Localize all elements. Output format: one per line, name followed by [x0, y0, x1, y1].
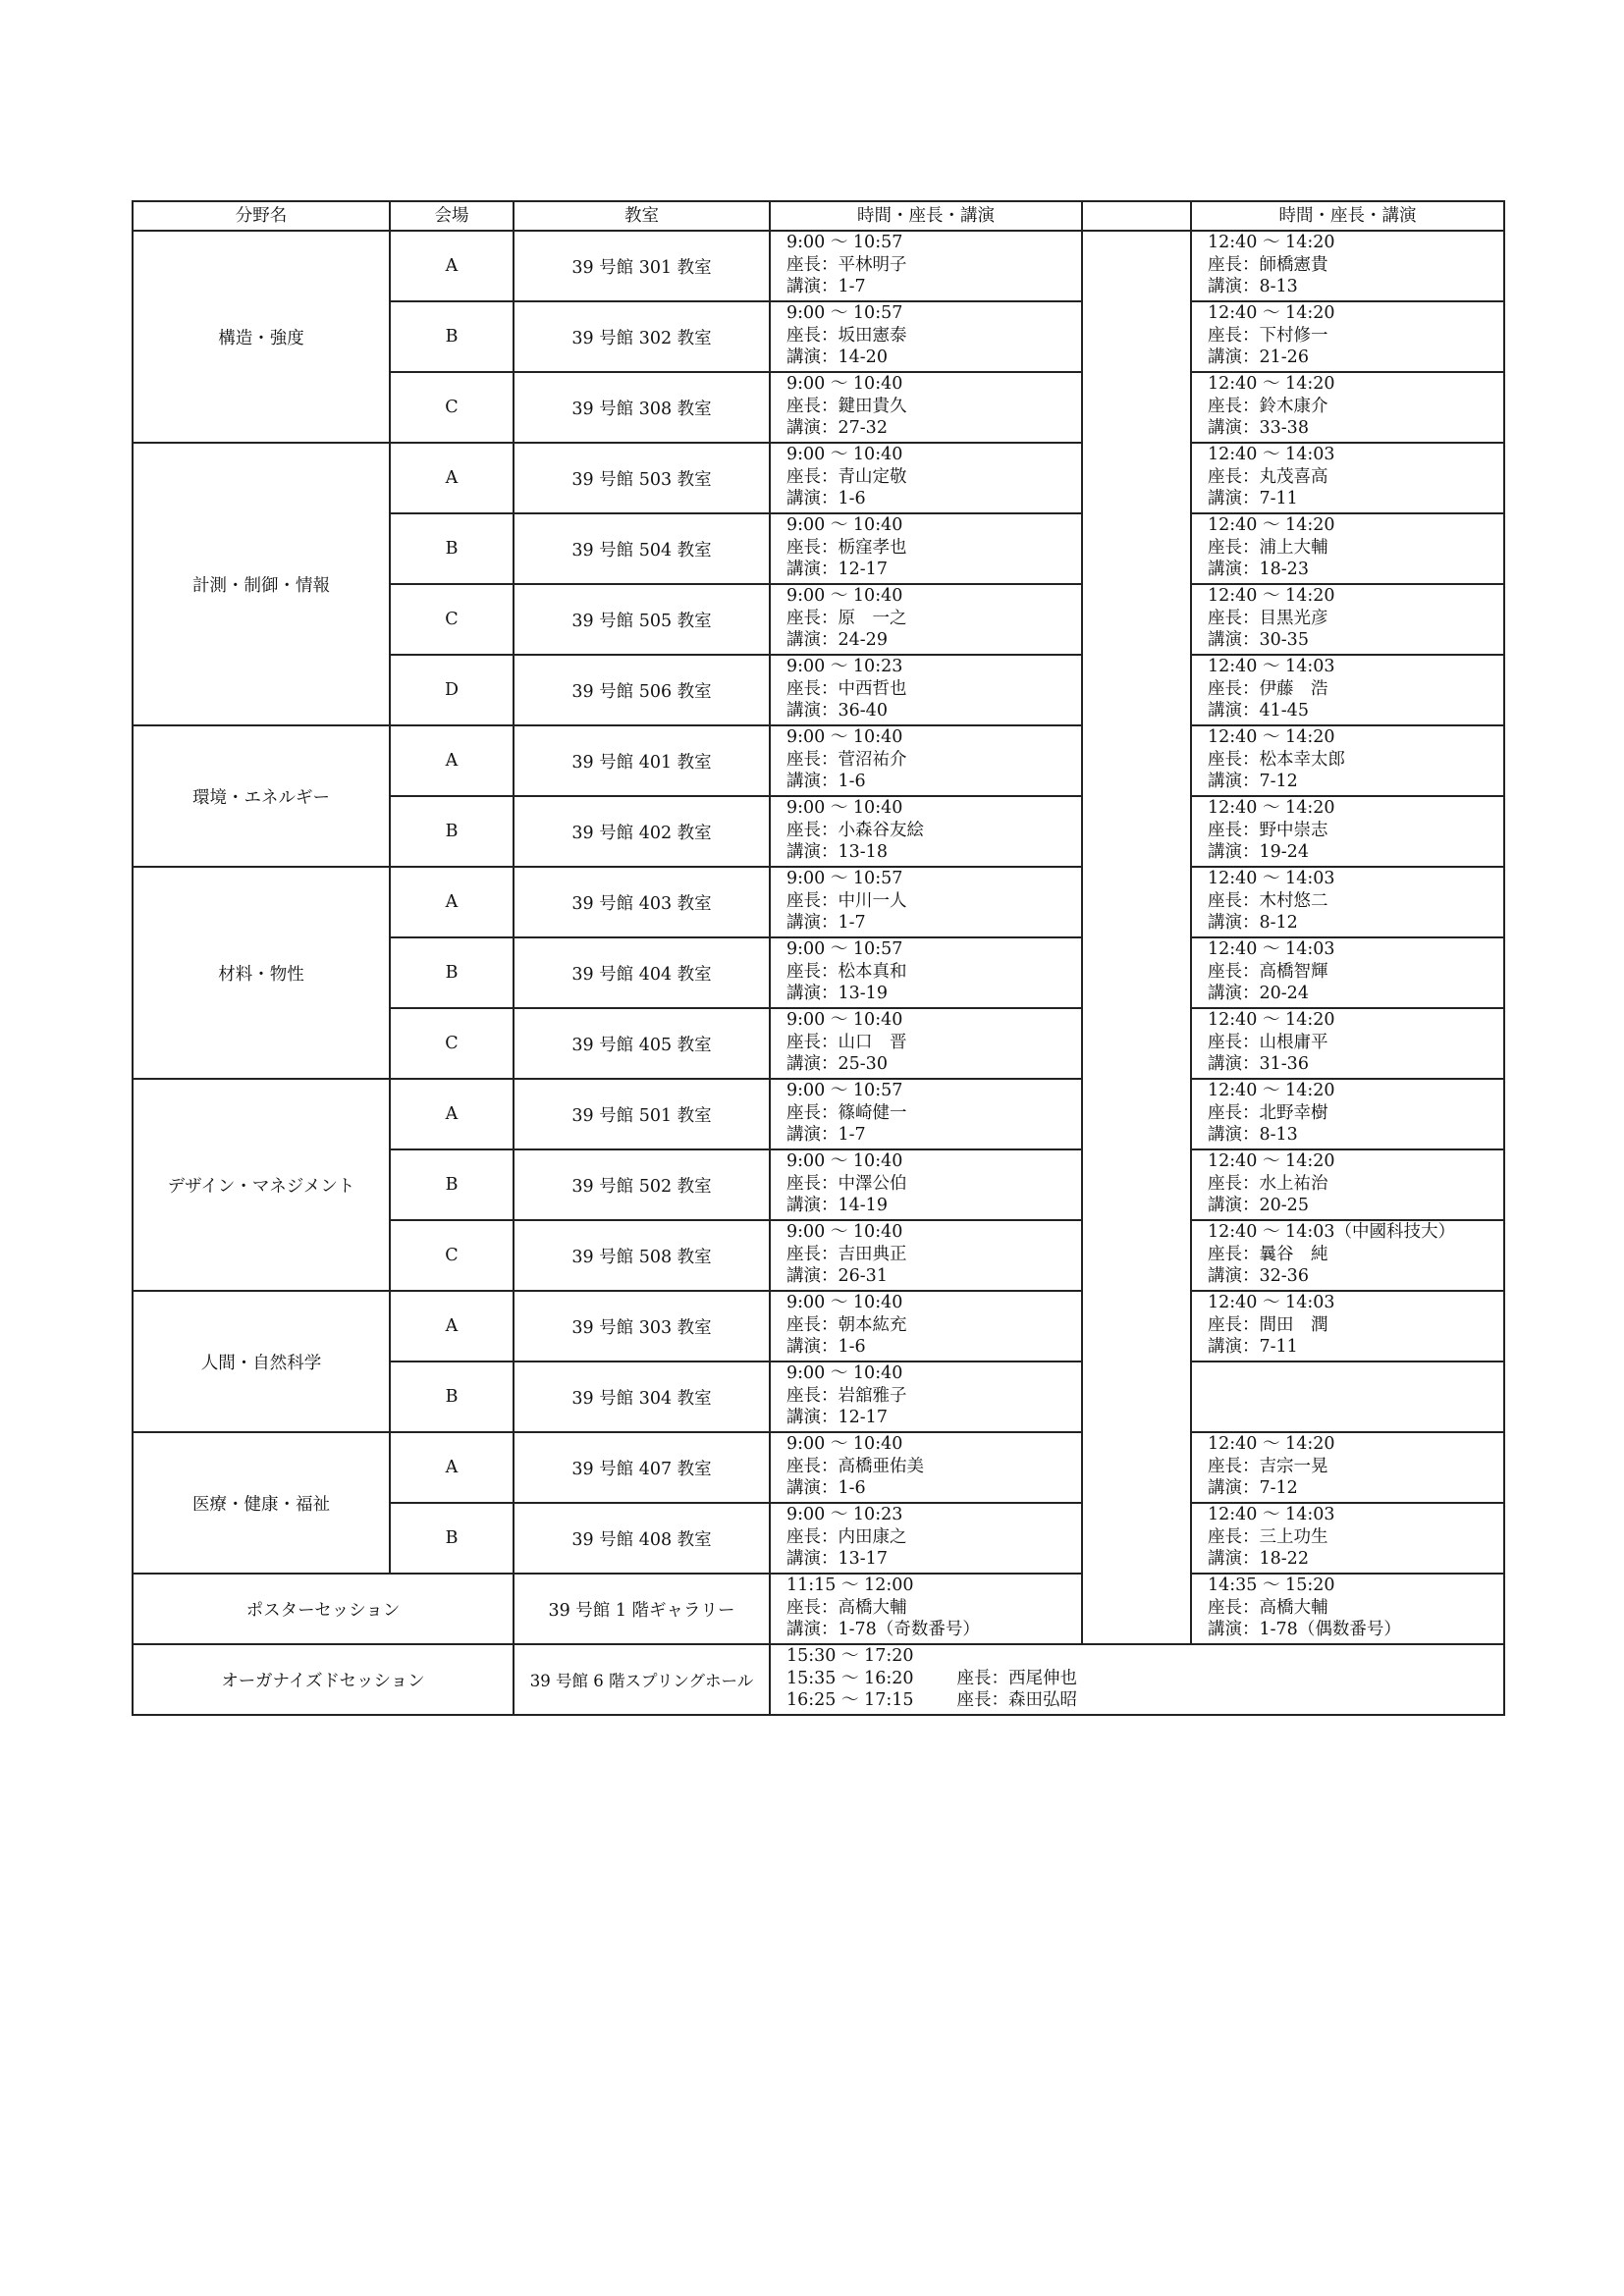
- gap-cell: [1082, 796, 1191, 867]
- session-line: 座長：中澤公伯: [786, 1173, 907, 1194]
- session-line: 9:00 ～ 10:23: [786, 657, 903, 676]
- gap-cell: [1082, 937, 1191, 1008]
- session-line: 座長：吉田典正: [786, 1244, 907, 1264]
- session-line: 講演：13-18: [786, 842, 888, 862]
- gap-cell: [1082, 1432, 1191, 1503]
- room-name: 39 号館 405 教室: [514, 1008, 770, 1079]
- organized-session-name: オーガナイズドセッション: [133, 1644, 514, 1715]
- session-line: 座長：木村悠二: [1208, 890, 1328, 911]
- pm-session: [1191, 1432, 1504, 1503]
- session-line: 講演：14-19: [786, 1196, 888, 1215]
- table-row: [133, 1432, 1504, 1503]
- session-line: 講演：32-36: [1208, 1266, 1309, 1286]
- session-line: 講演：25-30: [786, 1054, 888, 1074]
- session-line: 9:00 ～ 10:40: [786, 1151, 903, 1171]
- room-name: 39 号館 302 教室: [514, 301, 770, 372]
- poster-session-name: ポスターセッション: [133, 1574, 514, 1644]
- session-line: 座長：吉宗一晃: [1208, 1456, 1328, 1476]
- session-line: 講演：21-26: [1208, 347, 1309, 367]
- organized-slot: [786, 1689, 1499, 1712]
- venue-letter: B: [390, 796, 514, 867]
- am-session: [770, 301, 1082, 372]
- venue-letter: A: [390, 725, 514, 796]
- session-line: 座長：山口 晋: [786, 1032, 907, 1052]
- session-line: 12:40 ～ 14:20: [1208, 1081, 1335, 1100]
- venue-letter: C: [390, 584, 514, 655]
- session-line: 講演：1-6: [786, 1478, 866, 1498]
- gap-cell: [1082, 1574, 1191, 1644]
- poster-room: 39 号館 1 階ギャラリー: [514, 1574, 770, 1644]
- session-line: 講演：8-12: [1208, 913, 1298, 933]
- session-line: 座長：伊藤 浩: [1208, 678, 1328, 699]
- session-line: 座長：朝本紘充: [786, 1314, 907, 1335]
- am-session: [770, 443, 1082, 513]
- pm-session: [1191, 301, 1504, 372]
- header-am-session: 時間・座長・講演: [770, 201, 1082, 231]
- am-session: [770, 937, 1082, 1008]
- session-line: 9:00 ～ 10:40: [786, 1222, 903, 1242]
- field-name: 材料・物性: [133, 867, 390, 1079]
- am-session: [770, 655, 1082, 725]
- venue-letter: C: [390, 372, 514, 443]
- table-row: [133, 1079, 1504, 1149]
- am-session: [770, 584, 1082, 655]
- session-line: 講演：7-12: [1208, 772, 1298, 791]
- header-room: 教室: [514, 201, 770, 231]
- schedule-table: [132, 200, 1505, 1716]
- session-line: 12:40 ～ 14:20: [1208, 798, 1335, 818]
- field-name: 構造・強度: [133, 231, 390, 443]
- venue-letter: C: [390, 1220, 514, 1291]
- session-line: 講演：41-45: [1208, 701, 1309, 721]
- table-row: [133, 867, 1504, 937]
- session-line: [1208, 1362, 1499, 1385]
- schedule-body: [133, 231, 1504, 1715]
- session-line: 12:40 ～ 14:20: [1208, 1151, 1335, 1171]
- session-line: 9:00 ～ 10:40: [786, 798, 903, 818]
- room-name: 39 号館 308 教室: [514, 372, 770, 443]
- session-line: 座長：岩舘雅子: [786, 1385, 907, 1406]
- pm-session: [1191, 443, 1504, 513]
- gap-cell: [1082, 1362, 1191, 1432]
- venue-letter: B: [390, 1503, 514, 1574]
- room-name: 39 号館 407 教室: [514, 1432, 770, 1503]
- am-session: [770, 725, 1082, 796]
- field-name: デザイン・マネジメント: [133, 1079, 390, 1291]
- am-session: [770, 1503, 1082, 1574]
- gap-cell: [1082, 725, 1191, 796]
- session-line: 9:00 ～ 10:40: [786, 586, 903, 606]
- pm-session: [1191, 1291, 1504, 1362]
- session-line: 講演：1-6: [786, 772, 866, 791]
- pm-session: [1191, 372, 1504, 443]
- gap-cell: [1082, 1503, 1191, 1574]
- session-line: 講演：12-17: [786, 560, 888, 579]
- session-line: 9:00 ～ 10:40: [786, 515, 903, 535]
- venue-letter: A: [390, 1432, 514, 1503]
- slot-chair: 座長：森田弘昭: [956, 1690, 1077, 1710]
- pm-session: [1191, 1220, 1504, 1291]
- session-line: 12:40 ～ 14:20: [1208, 727, 1335, 747]
- session-line: 講演：24-29: [786, 630, 888, 650]
- session-line: 座長：内田康之: [786, 1526, 907, 1547]
- session-line: 座長：篠崎健一: [786, 1102, 907, 1123]
- session-line: 講演：1-6: [786, 489, 866, 508]
- venue-letter: C: [390, 1008, 514, 1079]
- venue-letter: B: [390, 301, 514, 372]
- session-line: 講演：1-78（奇数番号）: [786, 1620, 980, 1639]
- pm-session: [1191, 725, 1504, 796]
- session-line: 座長：高橋亜佑美: [786, 1456, 924, 1476]
- am-session: [770, 867, 1082, 937]
- pm-session: [1191, 231, 1504, 301]
- session-line: 講演：14-20: [786, 347, 888, 367]
- am-session: [770, 1149, 1082, 1220]
- am-session: [770, 231, 1082, 301]
- session-line: 講演：26-31: [786, 1266, 888, 1286]
- session-line: 座長：間田 潤: [1208, 1314, 1328, 1335]
- organized-room: 39 号館 6 階スプリングホール: [514, 1644, 770, 1715]
- venue-letter: A: [390, 443, 514, 513]
- organized-schedule: [770, 1644, 1504, 1715]
- venue-letter: A: [390, 1079, 514, 1149]
- room-name: 39 号館 303 教室: [514, 1291, 770, 1362]
- gap-cell: [1082, 1008, 1191, 1079]
- session-line: 座長：青山定敬: [786, 466, 907, 487]
- session-line: 座長：水上祐治: [1208, 1173, 1328, 1194]
- room-name: 39 号館 503 教室: [514, 443, 770, 513]
- field-name: 医療・健康・福祉: [133, 1432, 390, 1574]
- venue-letter: B: [390, 513, 514, 584]
- session-line: 講演：13-19: [786, 984, 888, 1003]
- session-line: [1208, 1385, 1499, 1408]
- session-line: 座長：北野幸樹: [1208, 1102, 1328, 1123]
- am-session: [770, 1432, 1082, 1503]
- poster-row: [133, 1574, 1504, 1644]
- gap-cell: [1082, 1079, 1191, 1149]
- table-row: [133, 725, 1504, 796]
- gap-cell: [1082, 1291, 1191, 1362]
- session-line: 講演：1-7: [786, 1125, 866, 1145]
- session-line: 講演：1-7: [786, 913, 866, 933]
- session-line: 12:40 ～ 14:03: [1208, 1505, 1335, 1524]
- session-line: 座長：小森谷友絵: [786, 820, 924, 840]
- session-line: 座長：原 一之: [786, 608, 907, 628]
- session-line: 講演：18-23: [1208, 560, 1309, 579]
- pm-session: [1191, 937, 1504, 1008]
- session-line: 9:00 ～ 10:57: [786, 939, 903, 959]
- venue-letter: B: [390, 1362, 514, 1432]
- session-line: 講演：13-17: [786, 1549, 888, 1569]
- header-venue: 会場: [390, 201, 514, 231]
- session-line: 座長：中西哲也: [786, 678, 907, 699]
- room-name: 39 号館 505 教室: [514, 584, 770, 655]
- session-line: 座長：三上功生: [1208, 1526, 1328, 1547]
- session-line: 座長：中川一人: [786, 890, 907, 911]
- session-line: 12:40 ～ 14:20: [1208, 303, 1335, 323]
- session-line: 講演：8-13: [1208, 1125, 1298, 1145]
- session-line: 9:00 ～ 10:57: [786, 869, 903, 888]
- session-line: 12:40 ～ 14:20: [1208, 1010, 1335, 1030]
- session-line: 14:35 ～ 15:20: [1208, 1575, 1335, 1595]
- session-line: 講演：1-7: [786, 277, 866, 296]
- session-line: 12:40 ～ 14:03: [1208, 445, 1335, 464]
- slot-time: 15:35 ～ 16:20: [786, 1668, 914, 1688]
- venue-letter: A: [390, 1291, 514, 1362]
- session-line: 講演：8-13: [1208, 277, 1298, 296]
- session-line: 12:40 ～ 14:20: [1208, 586, 1335, 606]
- session-line: 講演：1-6: [786, 1337, 866, 1357]
- session-line: 講演：20-24: [1208, 984, 1309, 1003]
- session-line: 座長：山根庸平: [1208, 1032, 1328, 1052]
- session-line: 座長：目黒光彦: [1208, 608, 1328, 628]
- room-name: 39 号館 508 教室: [514, 1220, 770, 1291]
- session-line: 講演：7-11: [1208, 489, 1298, 508]
- pm-session: [1191, 584, 1504, 655]
- session-line: 9:00 ～ 10:57: [786, 1081, 903, 1100]
- session-line: 12:40 ～ 14:20: [1208, 515, 1335, 535]
- table-row: [133, 231, 1504, 301]
- organized-time: 15:30 ～ 17:20: [786, 1646, 914, 1666]
- session-line: 座長：松本幸太郎: [1208, 749, 1345, 770]
- session-line: 座長：浦上大輔: [1208, 537, 1328, 558]
- gap-cell: [1082, 584, 1191, 655]
- session-line: 座長：野中崇志: [1208, 820, 1328, 840]
- gap-cell: [1082, 372, 1191, 443]
- room-name: 39 号館 304 教室: [514, 1362, 770, 1432]
- room-name: 39 号館 408 教室: [514, 1503, 770, 1574]
- header-pm-session: 時間・座長・講演: [1191, 201, 1504, 231]
- organized-slot: [786, 1668, 1499, 1690]
- gap-cell: [1082, 443, 1191, 513]
- pm-session: [1191, 513, 1504, 584]
- session-line: 9:00 ～ 10:40: [786, 1293, 903, 1312]
- session-line: 講演：36-40: [786, 701, 888, 721]
- header-gap: [1082, 201, 1191, 231]
- session-line: 12:40 ～ 14:20: [1208, 233, 1335, 252]
- venue-letter: B: [390, 937, 514, 1008]
- header-field: 分野名: [133, 201, 390, 231]
- room-name: 39 号館 501 教室: [514, 1079, 770, 1149]
- session-line: 9:00 ～ 10:40: [786, 1363, 903, 1383]
- session-line: 12:40 ～ 14:03（中國科技大）: [1208, 1222, 1455, 1242]
- session-line: 座長：高橋智輝: [1208, 961, 1328, 982]
- session-line: 講演：31-36: [1208, 1054, 1309, 1074]
- poster-am-session: [770, 1574, 1082, 1644]
- session-line: 講演：7-11: [1208, 1337, 1298, 1357]
- session-line: 座長：松本真和: [786, 961, 907, 982]
- session-line: 講演：27-32: [786, 418, 888, 438]
- session-line: 座長：曩谷 純: [1208, 1244, 1328, 1264]
- room-name: 39 号館 502 教室: [514, 1149, 770, 1220]
- room-name: 39 号館 404 教室: [514, 937, 770, 1008]
- pm-session: [1191, 796, 1504, 867]
- table-row: [133, 1291, 1504, 1362]
- venue-letter: B: [390, 1149, 514, 1220]
- session-line: 12:40 ～ 14:20: [1208, 374, 1335, 394]
- room-name: 39 号館 403 教室: [514, 867, 770, 937]
- room-name: 39 号館 402 教室: [514, 796, 770, 867]
- room-name: 39 号館 401 教室: [514, 725, 770, 796]
- session-line: 12:40 ～ 14:03: [1208, 939, 1335, 959]
- session-line: 座長：栃窪孝也: [786, 537, 907, 558]
- session-line: [1208, 1407, 1499, 1429]
- session-line: 座長：菅沼祐介: [786, 749, 907, 770]
- session-line: 座長：高橋大輔: [1208, 1597, 1328, 1618]
- session-line: 講演：12-17: [786, 1408, 888, 1427]
- pm-session: [1191, 655, 1504, 725]
- gap-cell: [1082, 231, 1191, 301]
- room-name: 39 号館 504 教室: [514, 513, 770, 584]
- session-line: 講演：33-38: [1208, 418, 1309, 438]
- session-line: 座長：鍵田貴久: [786, 396, 907, 416]
- session-line: 座長：坂田憲泰: [786, 325, 907, 346]
- poster-pm-session: [1191, 1574, 1504, 1644]
- pm-session: [1191, 1149, 1504, 1220]
- am-session: [770, 1362, 1082, 1432]
- gap-cell: [1082, 301, 1191, 372]
- am-session: [770, 1220, 1082, 1291]
- session-line: 講演：19-24: [1208, 842, 1309, 862]
- am-session: [770, 1291, 1082, 1362]
- venue-letter: A: [390, 231, 514, 301]
- gap-cell: [1082, 655, 1191, 725]
- session-line: 座長：平林明子: [786, 254, 907, 275]
- session-line: 11:15 ～ 12:00: [786, 1575, 914, 1595]
- header-row: [133, 201, 1504, 231]
- session-line: 座長：高橋大輔: [786, 1597, 907, 1618]
- session-line: 9:00 ～ 10:40: [786, 1434, 903, 1454]
- am-session: [770, 1079, 1082, 1149]
- pm-session: [1191, 1362, 1504, 1432]
- session-line: 9:00 ～ 10:40: [786, 445, 903, 464]
- pm-session: [1191, 1079, 1504, 1149]
- session-line: 9:00 ～ 10:57: [786, 303, 903, 323]
- am-session: [770, 372, 1082, 443]
- session-line: 9:00 ～ 10:40: [786, 1010, 903, 1030]
- gap-cell: [1082, 513, 1191, 584]
- pm-session: [1191, 1008, 1504, 1079]
- gap-cell: [1082, 1220, 1191, 1291]
- slot-chair: 座長：西尾伸也: [956, 1668, 1077, 1688]
- am-session: [770, 1008, 1082, 1079]
- session-line: 9:00 ～ 10:57: [786, 233, 903, 252]
- room-name: 39 号館 301 教室: [514, 231, 770, 301]
- session-line: 12:40 ～ 14:03: [1208, 1293, 1335, 1312]
- session-line: 講演：18-22: [1208, 1549, 1309, 1569]
- session-line: 12:40 ～ 14:20: [1208, 1434, 1335, 1454]
- organized-row: [133, 1644, 1504, 1715]
- table-row: [133, 443, 1504, 513]
- session-line: 9:00 ～ 10:40: [786, 727, 903, 747]
- pm-session: [1191, 1503, 1504, 1574]
- gap-cell: [1082, 1149, 1191, 1220]
- room-name: 39 号館 506 教室: [514, 655, 770, 725]
- session-line: 12:40 ～ 14:03: [1208, 869, 1335, 888]
- session-line: 座長：鈴木康介: [1208, 396, 1328, 416]
- session-line: 座長：丸茂喜高: [1208, 466, 1328, 487]
- session-line: 座長：師橋憲貴: [1208, 254, 1328, 275]
- field-name: 計測・制御・情報: [133, 443, 390, 725]
- session-line: 講演：20-25: [1208, 1196, 1309, 1215]
- session-line: 9:00 ～ 10:40: [786, 374, 903, 394]
- field-name: 環境・エネルギー: [133, 725, 390, 867]
- session-line: 座長：下村修一: [1208, 325, 1328, 346]
- session-line: 講演：1-78（偶数番号）: [1208, 1620, 1401, 1639]
- pm-session: [1191, 867, 1504, 937]
- am-session: [770, 796, 1082, 867]
- venue-letter: A: [390, 867, 514, 937]
- am-session: [770, 513, 1082, 584]
- gap-cell: [1082, 867, 1191, 937]
- session-line: 12:40 ～ 14:03: [1208, 657, 1335, 676]
- session-line: 講演：7-12: [1208, 1478, 1298, 1498]
- session-line: 講演：30-35: [1208, 630, 1309, 650]
- session-line: 9:00 ～ 10:23: [786, 1505, 903, 1524]
- venue-letter: D: [390, 655, 514, 725]
- slot-time: 16:25 ～ 17:15: [786, 1690, 914, 1710]
- field-name: 人間・自然科学: [133, 1291, 390, 1432]
